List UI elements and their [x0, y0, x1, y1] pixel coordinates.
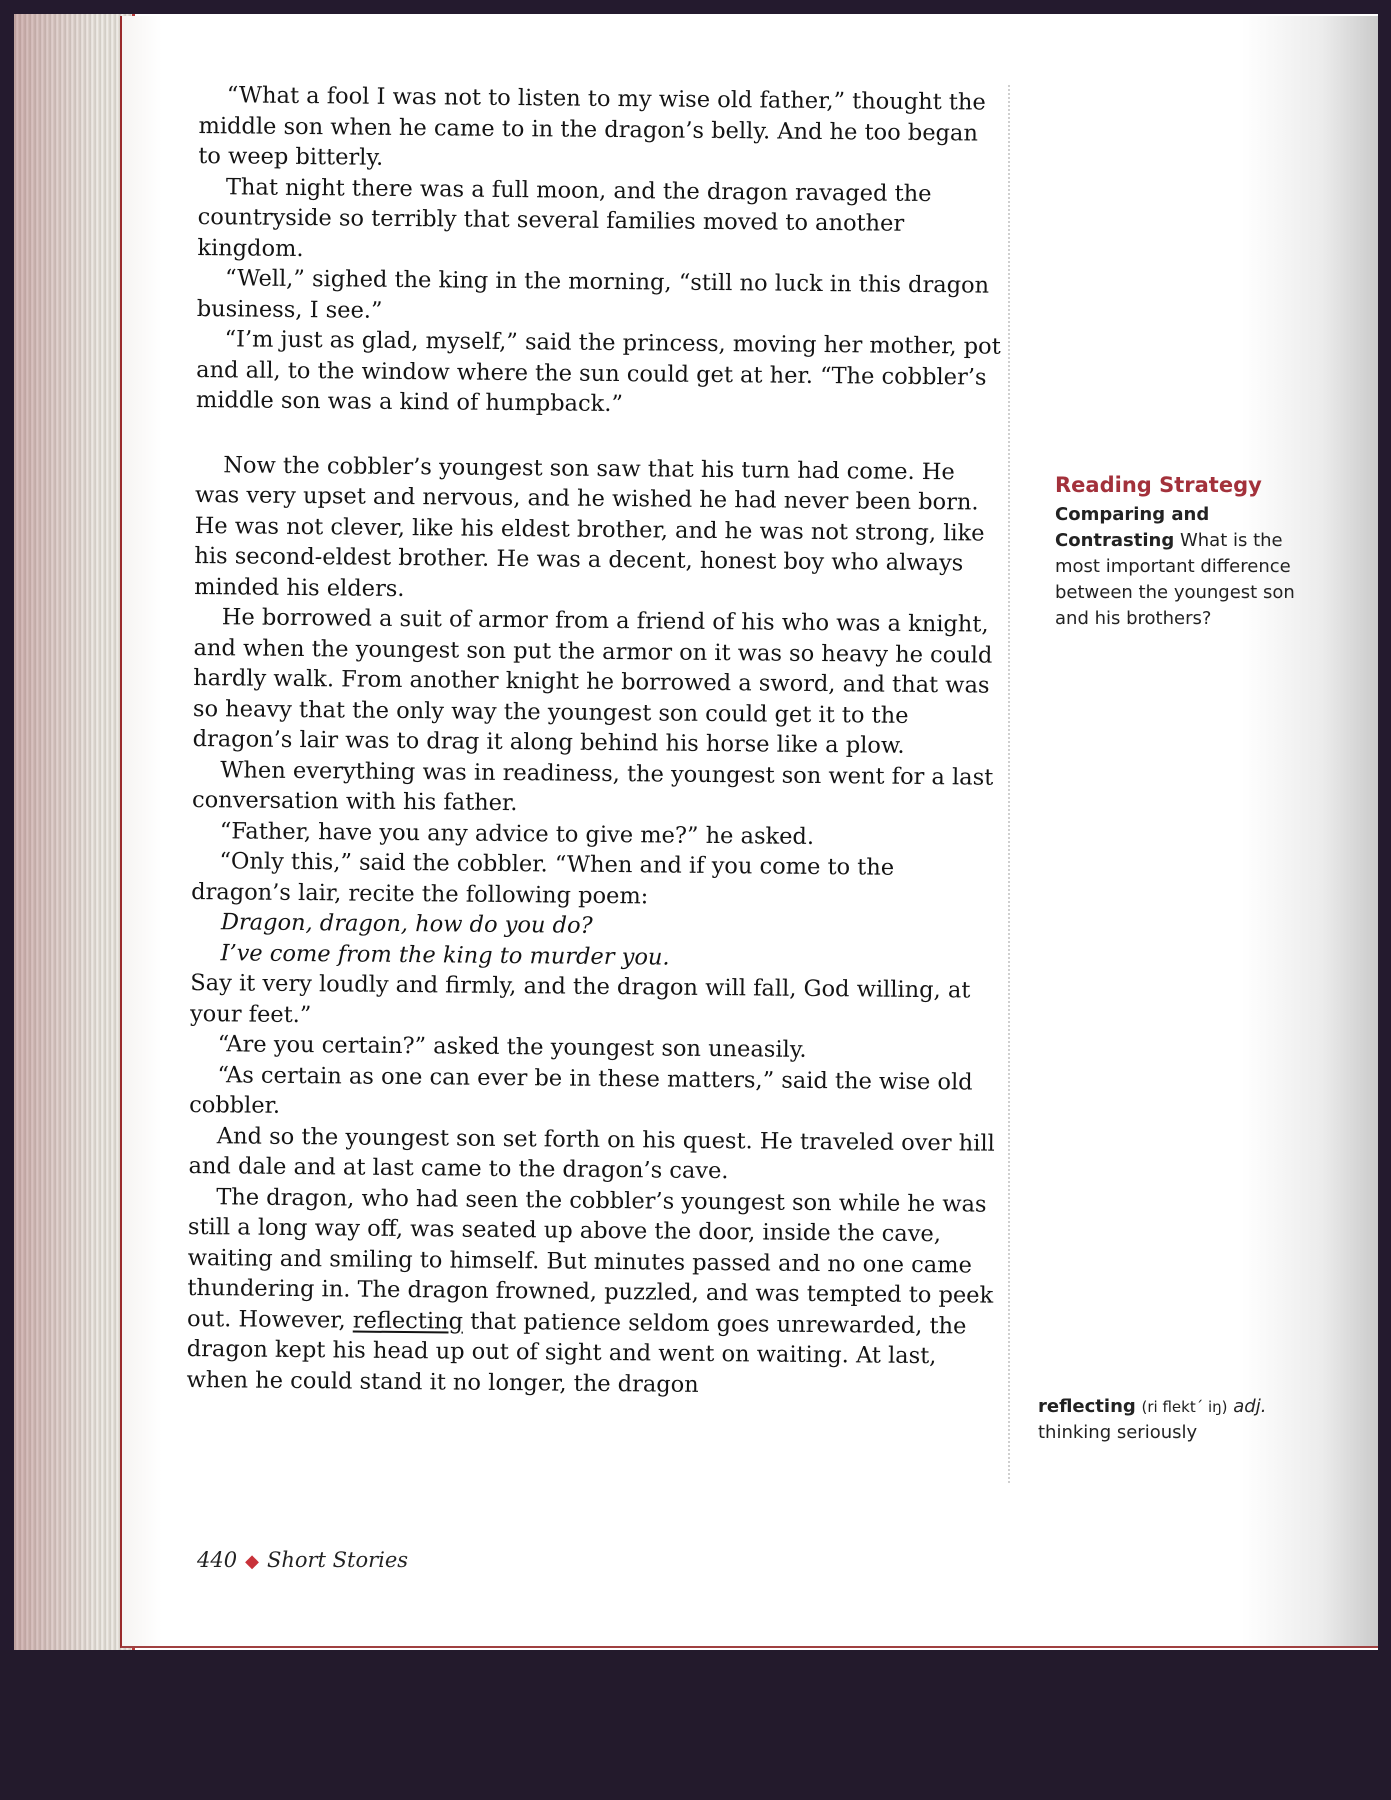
story-paragraph: Now the cobbler’s youngest son saw that his turn had come. He was very upset and nervous, and he wished he had never been born. He was not clever, like his eldest brother, and he was not strong, like his second-eldest brother. He was a decent, honest boy who always minded his elders. [194, 451, 985, 602]
vocabulary-note [1038, 1394, 1298, 1446]
story-paragraph: “Are you certain?” asked the youngest son uneasily. [217, 1031, 807, 1063]
story-text-column [186, 80, 1007, 1403]
page-number: 440 [197, 1548, 238, 1572]
story-paragraph: When everything was in readiness, the youngest son went for a last conversation with his father. [191, 756, 994, 817]
paragraph-text: that patience seldom goes unrewarded, the dragon kept his head up out of sight and went on waiting. At last, when he could stand it no longer, the dragon [186, 1308, 967, 1398]
margin-divider [1008, 85, 1010, 1483]
page-footer [197, 1548, 408, 1572]
poem-line: Dragon, dragon, how do you do? [220, 909, 593, 939]
reading-strategy-subtitle: Comparing and Contrasting [1055, 504, 1210, 551]
story-paragraph: And so the youngest son set forth on his quest. He traveled over hill and dale and at last came to the dragon’s cave. [188, 1122, 995, 1185]
story-paragraph: “I’m just as glad, myself,” said the princess, moving her mother, pot and all, to the window where the sun could get at her. “The cobbler’s middle son was a kind of humpback.” [195, 326, 1001, 418]
section-title: Short Stories [266, 1548, 409, 1572]
story-paragraph: “What a fool I was not to listen to my wise old father,” thought the middle son when he came to in the dragon’s belly. And he too began to weep bitterly. [198, 82, 986, 171]
story-paragraph: “Only this,” said the cobbler. “When and if you come to the dragon’s lair, recite the following poem: [191, 848, 895, 909]
scan-frame-bottom [0, 1650, 1391, 1800]
reading-strategy-question-text: What is the most important difference between the youngest son and his brothers? [1055, 530, 1295, 629]
scan-frame-right [1378, 0, 1391, 1800]
reading-strategy-title: Reading Strategy [1055, 473, 1262, 497]
story-paragraph [186, 1181, 996, 1402]
story-paragraph: That night there was a full moon, and the dragon ravaged the countryside so terribly that several families moved to another kingdom. [197, 173, 932, 262]
story-paragraph: He borrowed a suit of armor from a friend of his who was a knight, and when the youngest son put the armor on it was so heavy he could hardly walk. From another knight he borrowed a sword, and that was so heavy that the only way the youngest son could get it to the dragon’s lair was to drag it along behind his horse like a plow. [192, 604, 993, 759]
diamond-icon: ◆ [245, 1551, 259, 1572]
poem-line: I’ve come from the king to murder you. [220, 939, 670, 971]
scan-frame-left [0, 0, 14, 1800]
story-paragraph: “As certain as one can ever be in these matters,” said the wise old cobbler. [189, 1061, 973, 1119]
book-page-edges [14, 14, 135, 1654]
scan-frame-top [0, 0, 1391, 14]
vocabulary-word-underlined: reflecting [352, 1307, 464, 1335]
vocab-note-word: reflecting [1038, 1396, 1136, 1417]
reading-strategy-box [1055, 472, 1315, 632]
paragraph-text: The dragon, who had seen the cobbler’s youngest son while he was still a long way off, was seated up above the door, inside the cave, waiting and smiling to himself. But minutes passed and no one came thundering in. The dragon frowned, puzzled, and was tempted to peek out. However, [186, 1183, 994, 1334]
story-paragraph: “Father, have you any advice to give me?” he asked. [219, 817, 815, 850]
story-paragraph: Say it very loudly and firmly, and the dragon will fall, God willing, at your feet.” [189, 969, 971, 1028]
vocab-note-pronunciation: (ri flekt´ iŋ) [1141, 1398, 1228, 1416]
story-paragraph: “Well,” sighed the king in the morning, “still no luck in this dragon business, I see.” [196, 265, 990, 324]
vocab-note-part-of-speech: adj. [1233, 1396, 1267, 1417]
vocab-note-definition: thinking seriously [1038, 1422, 1198, 1443]
reading-strategy-question [1055, 502, 1315, 632]
